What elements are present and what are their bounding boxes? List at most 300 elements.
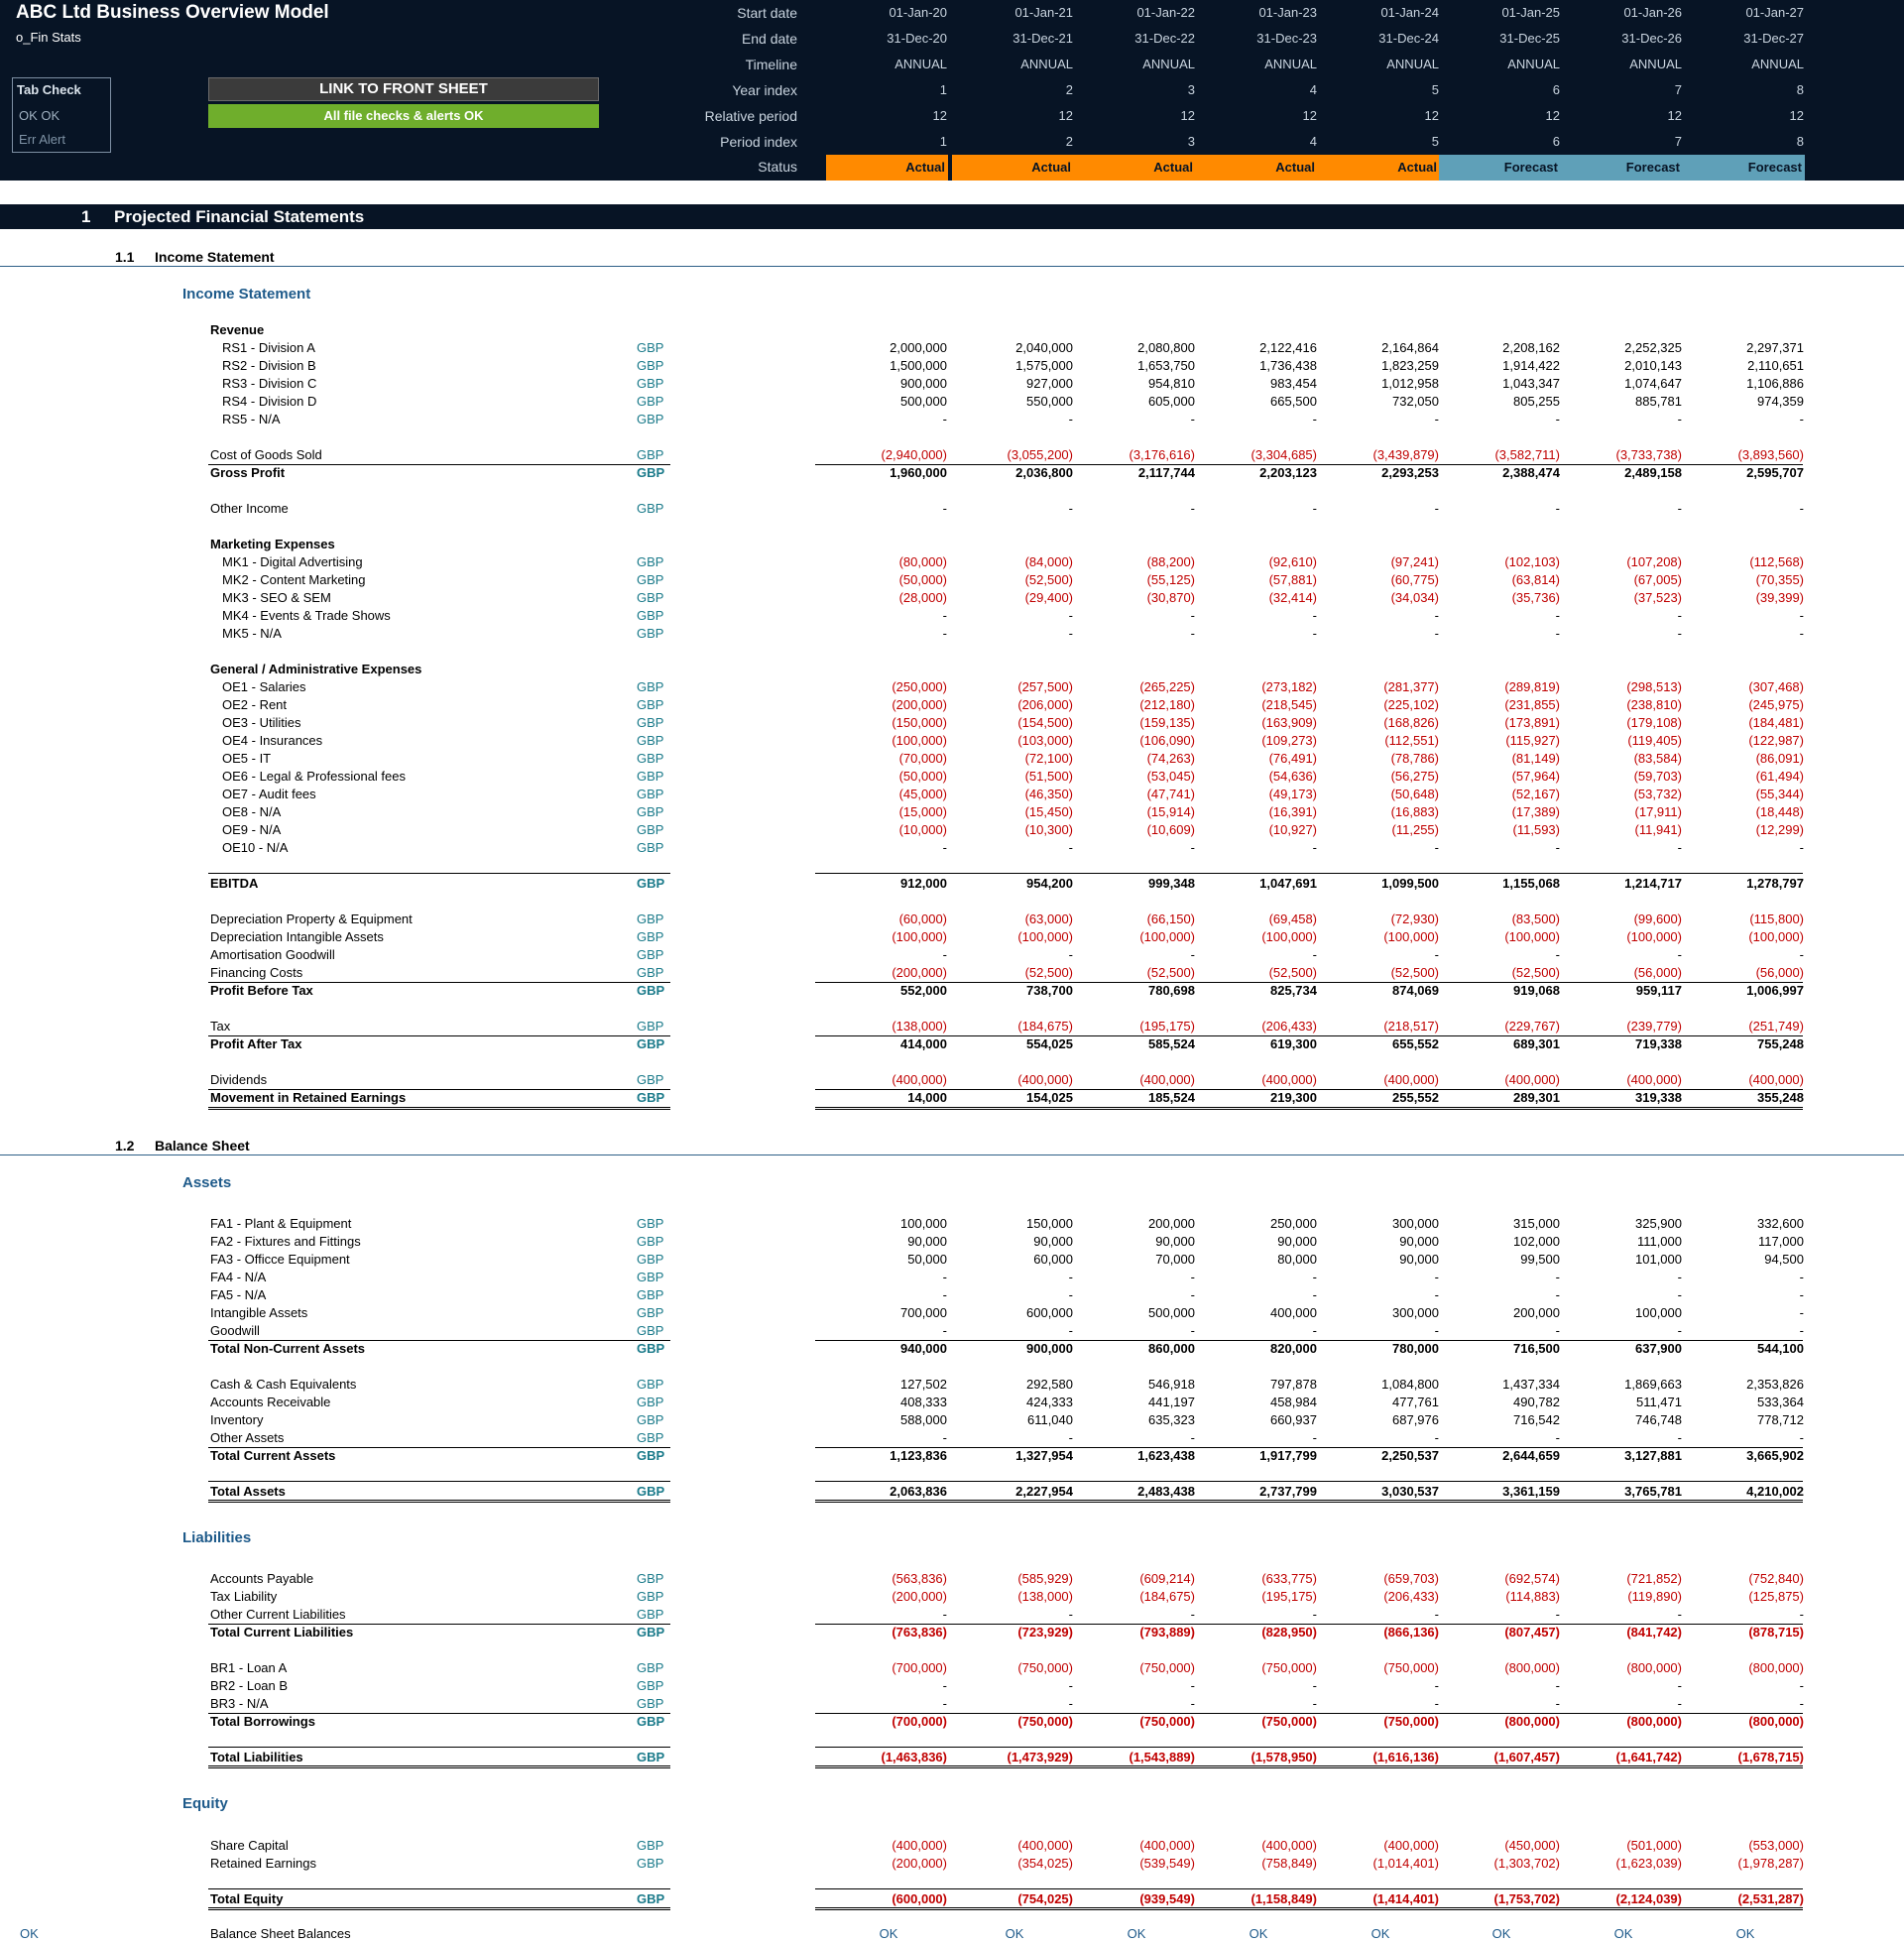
timeline-status-cell: Actual: [952, 155, 1074, 181]
value-cell: (239,779): [1626, 1019, 1682, 1033]
value-cell: (400,000): [1017, 1072, 1073, 1087]
timeline-end-cell: 31-Dec-20: [887, 31, 947, 46]
row-label: Other Assets: [210, 1430, 285, 1445]
value-cell: 1,012,958: [1381, 376, 1439, 391]
value-cell: 1,917,799: [1259, 1448, 1317, 1463]
statement-row: [0, 1678, 1904, 1696]
value-cell: 2,080,800: [1137, 340, 1195, 355]
row-unit: GBP: [637, 929, 664, 944]
value-cell: (750,000): [1017, 1714, 1073, 1729]
value-cell: (66,150): [1146, 911, 1195, 926]
row-unit: GBP: [637, 1090, 665, 1105]
value-cell: (257,500): [1017, 679, 1073, 694]
value-cell: (200,000): [892, 1856, 947, 1871]
value-cell: (10,609): [1146, 822, 1195, 837]
row-unit: GBP: [637, 412, 664, 426]
value-cell: (10,300): [1024, 822, 1073, 837]
value-cell: (750,000): [1261, 1714, 1317, 1729]
value-cell: 2,208,162: [1502, 340, 1560, 355]
row-label: MK3 - SEO & SEM: [222, 590, 331, 605]
row-label: Depreciation Intangible Assets: [210, 929, 384, 944]
value-cell: -: [1434, 1323, 1439, 1338]
timeline-end-cell: 31-Dec-22: [1134, 31, 1195, 46]
value-cell: -: [1312, 412, 1317, 426]
timeline-label-period-index: Period index: [720, 134, 797, 150]
link-to-front-sheet-button[interactable]: LINK TO FRONT SHEET: [208, 77, 599, 101]
value-cell: -: [1677, 947, 1682, 962]
value-cell: -: [1068, 1678, 1073, 1693]
balance-check-status-left: OK: [20, 1926, 39, 1941]
value-cell: (195,175): [1261, 1589, 1317, 1604]
value-cell: (168,826): [1383, 715, 1439, 730]
value-cell: 424,333: [1026, 1395, 1073, 1409]
row-label: OE8 - N/A: [222, 804, 282, 819]
statement-row: [0, 626, 1904, 644]
value-cell: (238,810): [1626, 697, 1682, 712]
value-cell: 117,000: [1757, 1234, 1804, 1249]
value-cell: (400,000): [1626, 1072, 1682, 1087]
value-cell: -: [1190, 1430, 1195, 1445]
row-unit: GBP: [637, 376, 664, 391]
value-cell: -: [942, 412, 947, 426]
row-unit: GBP: [637, 1571, 664, 1586]
statement-row: [0, 733, 1904, 751]
value-cell: -: [1190, 412, 1195, 426]
value-cell: -: [942, 1607, 947, 1622]
timeline-end-cell: 31-Dec-24: [1378, 31, 1439, 46]
value-cell: (60,775): [1390, 572, 1439, 587]
timeline-status-cell: Actual: [1318, 155, 1440, 181]
row-overline: [208, 1888, 670, 1889]
value-cell: -: [942, 1430, 947, 1445]
value-cell: (501,000): [1626, 1838, 1682, 1853]
value-cell: 746,748: [1635, 1412, 1682, 1427]
row-double-underline: [208, 1765, 670, 1768]
tab-check-title: Tab Check: [17, 82, 81, 97]
row-unit: GBP: [637, 911, 664, 926]
value-cell: (807,457): [1504, 1625, 1560, 1640]
row-unit: GBP: [637, 787, 664, 801]
value-cell: 954,200: [1026, 876, 1073, 891]
value-cell: 414,000: [900, 1036, 947, 1051]
statement-row: [0, 1448, 1904, 1466]
statement-row: [0, 447, 1904, 465]
row-unit: GBP: [637, 840, 664, 855]
row-unit: GBP: [637, 1838, 664, 1853]
value-cell: (84,000): [1024, 554, 1073, 569]
value-cell: -: [1799, 1430, 1804, 1445]
value-cell: 738,700: [1026, 983, 1073, 998]
row-label: Movement in Retained Earnings: [210, 1090, 407, 1105]
value-cell: 544,100: [1757, 1341, 1804, 1356]
value-cell: 292,580: [1026, 1377, 1073, 1392]
value-cell: (609,214): [1139, 1571, 1195, 1586]
row-overline: [815, 1888, 1803, 1889]
row-label: RS4 - Division D: [222, 394, 317, 409]
row-unit: GBP: [637, 1625, 665, 1640]
statement-row: [0, 1305, 1904, 1323]
statement-row: [0, 1625, 1904, 1642]
statement-row: [0, 697, 1904, 715]
row-unit: GBP: [637, 1377, 664, 1392]
subsection-divider: [0, 266, 1904, 267]
row-unit: GBP: [637, 572, 664, 587]
value-cell: -: [1434, 412, 1439, 426]
value-cell: -: [1677, 1430, 1682, 1445]
row-label: OE4 - Insurances: [222, 733, 323, 748]
row-label: OE6 - Legal & Professional fees: [222, 769, 406, 784]
value-cell: 100,000: [1635, 1305, 1682, 1320]
timeline-relative-period-cell: 12: [1424, 108, 1439, 123]
value-cell: (251,749): [1748, 1019, 1804, 1033]
value-cell: 940,000: [900, 1341, 947, 1356]
balance-check-cell: OK: [1735, 1926, 1755, 1941]
value-cell: 999,348: [1148, 876, 1195, 891]
row-label: Other Current Liabilities: [210, 1607, 346, 1622]
value-cell: (119,890): [1627, 1589, 1682, 1604]
value-cell: -: [1555, 1323, 1560, 1338]
value-cell: 611,040: [1026, 1412, 1073, 1427]
value-cell: (76,491): [1268, 751, 1317, 766]
value-cell: (70,000): [898, 751, 947, 766]
value-cell: (195,175): [1139, 1019, 1195, 1033]
row-unit: GBP: [637, 697, 664, 712]
timeline-start-cell: 01-Jan-23: [1258, 5, 1317, 20]
value-cell: 2,000,000: [890, 340, 947, 355]
value-cell: (273,182): [1261, 679, 1317, 694]
row-double-underline: [815, 1765, 1803, 1768]
timeline-year-index-cell: 4: [1309, 82, 1317, 97]
value-cell: (30,870): [1146, 590, 1195, 605]
value-cell: 1,155,068: [1502, 876, 1560, 891]
value-cell: 2,040,000: [1015, 340, 1073, 355]
value-cell: (400,000): [1748, 1072, 1804, 1087]
value-cell: -: [1677, 840, 1682, 855]
value-cell: 1,653,750: [1137, 358, 1195, 373]
value-cell: (878,715): [1748, 1625, 1804, 1640]
statement-row: [0, 1571, 1904, 1589]
row-unit: GBP: [637, 751, 664, 766]
value-cell: 90,000: [1399, 1234, 1439, 1249]
value-cell: -: [1068, 1323, 1073, 1338]
value-cell: 900,000: [1026, 1341, 1073, 1356]
row-unit: GBP: [637, 715, 664, 730]
row-overline: [208, 1747, 670, 1748]
value-cell: (15,000): [898, 804, 947, 819]
statement-row: [0, 1252, 1904, 1270]
row-label: RS3 - Division C: [222, 376, 317, 391]
statement-row: [0, 394, 1904, 412]
value-cell: 150,000: [1026, 1216, 1073, 1231]
value-cell: -: [1555, 412, 1560, 426]
section-number: 1: [81, 207, 91, 226]
statement-row: [0, 501, 1904, 519]
value-cell: -: [1799, 1270, 1804, 1284]
value-cell: 1,869,663: [1624, 1377, 1682, 1392]
row-label: BR1 - Loan A: [210, 1660, 288, 1675]
balance-check-cell: OK: [1370, 1926, 1390, 1941]
row-group-heading: [0, 537, 1904, 554]
value-cell: (37,523): [1633, 590, 1682, 605]
value-cell: (52,500): [1146, 965, 1195, 980]
value-cell: 755,248: [1757, 1036, 1804, 1051]
value-cell: (206,000): [1017, 697, 1073, 712]
row-unit: GBP: [637, 1287, 664, 1302]
row-label: RS5 - N/A: [222, 412, 281, 426]
row-label: OE7 - Audit fees: [222, 787, 316, 801]
value-cell: 780,000: [1392, 1341, 1439, 1356]
value-cell: (138,000): [1017, 1589, 1073, 1604]
value-cell: (154,500): [1017, 715, 1073, 730]
row-unit: GBP: [637, 1430, 664, 1445]
value-cell: (750,000): [1383, 1714, 1439, 1729]
value-cell: 2,644,659: [1502, 1448, 1560, 1463]
statement-row: [0, 1696, 1904, 1714]
value-cell: (67,005): [1633, 572, 1682, 587]
row-unit: GBP: [637, 358, 664, 373]
value-cell: (231,855): [1504, 697, 1560, 712]
value-cell: 2,227,954: [1015, 1484, 1073, 1499]
statement-row: [0, 590, 1904, 608]
value-cell: -: [1799, 1305, 1804, 1320]
row-unit: GBP: [637, 1714, 665, 1729]
value-cell: -: [1190, 501, 1195, 516]
timeline-year-index-cell: 2: [1065, 82, 1073, 97]
value-cell: (400,000): [892, 1838, 947, 1853]
timeline-timeline-cell: ANNUAL: [1629, 57, 1682, 71]
value-cell: (63,000): [1024, 911, 1073, 926]
value-cell: -: [1677, 1607, 1682, 1622]
timeline-period-index-cell: 4: [1309, 134, 1317, 149]
subsection-number: 1.2: [115, 1138, 135, 1154]
value-cell: (289,819): [1504, 679, 1560, 694]
timeline-end-cell: 31-Dec-21: [1012, 31, 1073, 46]
value-cell: (72,930): [1390, 911, 1439, 926]
value-cell: 2,737,799: [1259, 1484, 1317, 1499]
value-cell: (112,568): [1749, 554, 1804, 569]
value-cell: 600,000: [1026, 1305, 1073, 1320]
row-label: Inventory: [210, 1412, 264, 1427]
value-cell: -: [1555, 1696, 1560, 1711]
value-cell: 219,300: [1270, 1090, 1317, 1105]
value-cell: (15,914): [1146, 804, 1195, 819]
value-cell: 50,000: [907, 1252, 947, 1267]
value-cell: -: [1677, 1696, 1682, 1711]
row-group-heading: [0, 322, 1904, 340]
value-cell: (100,000): [1383, 929, 1439, 944]
statement-row: [0, 358, 1904, 376]
timeline-relative-period-cell: 12: [1789, 108, 1804, 123]
timeline-start-cell: 01-Jan-24: [1380, 5, 1439, 20]
value-cell: (265,225): [1139, 679, 1195, 694]
value-cell: 716,500: [1513, 1341, 1560, 1356]
value-cell: -: [1677, 1678, 1682, 1693]
value-cell: 732,050: [1392, 394, 1439, 409]
value-cell: 3,030,537: [1381, 1484, 1439, 1499]
value-cell: (10,927): [1268, 822, 1317, 837]
value-cell: 90,000: [1399, 1252, 1439, 1267]
value-cell: (52,500): [1390, 965, 1439, 980]
value-cell: 2,010,143: [1624, 358, 1682, 373]
row-label: Total Equity: [210, 1891, 284, 1906]
value-cell: (866,136): [1383, 1625, 1439, 1640]
row-label: Financing Costs: [210, 965, 303, 980]
value-cell: -: [1799, 1607, 1804, 1622]
value-cell: 689,301: [1513, 1036, 1560, 1051]
value-cell: (700,000): [892, 1714, 947, 1729]
timeline-period-index-cell: 5: [1431, 134, 1439, 149]
value-cell: (245,975): [1748, 697, 1804, 712]
value-cell: -: [1555, 947, 1560, 962]
value-cell: -: [1190, 840, 1195, 855]
value-cell: (450,000): [1504, 1838, 1560, 1853]
timeline-relative-period-cell: 12: [1180, 108, 1195, 123]
value-cell: (750,000): [1261, 1660, 1317, 1675]
value-cell: (750,000): [1017, 1660, 1073, 1675]
value-cell: 619,300: [1270, 1036, 1317, 1051]
statement-row: [0, 1270, 1904, 1287]
statement-row: [0, 1589, 1904, 1607]
value-cell: (119,405): [1627, 733, 1682, 748]
value-cell: 1,084,800: [1381, 1377, 1439, 1392]
timeline-period-index-cell: 7: [1674, 134, 1682, 149]
value-cell: (100,000): [892, 733, 947, 748]
value-cell: (83,500): [1511, 911, 1560, 926]
value-cell: 332,600: [1757, 1216, 1804, 1231]
value-cell: -: [1555, 1287, 1560, 1302]
value-cell: (750,000): [1139, 1714, 1195, 1729]
value-cell: (106,090): [1139, 733, 1195, 748]
row-label: Total Assets: [210, 1484, 286, 1499]
row-double-underline: [815, 1107, 1803, 1110]
value-cell: 408,333: [900, 1395, 947, 1409]
value-cell: (17,911): [1634, 804, 1682, 819]
value-cell: -: [1312, 1287, 1317, 1302]
value-cell: 885,781: [1635, 394, 1682, 409]
value-cell: 820,000: [1270, 1341, 1317, 1356]
row-unit: GBP: [637, 733, 664, 748]
value-cell: (100,000): [1748, 929, 1804, 944]
row-double-underline: [815, 1500, 1803, 1503]
value-cell: -: [1190, 626, 1195, 641]
value-cell: -: [1555, 501, 1560, 516]
value-cell: -: [1677, 1287, 1682, 1302]
value-cell: -: [1434, 1607, 1439, 1622]
value-cell: (3,304,685): [1250, 447, 1317, 462]
value-cell: 719,338: [1635, 1036, 1682, 1051]
statement-row: [0, 340, 1904, 358]
value-cell: 900,000: [900, 376, 947, 391]
statement-row: [0, 715, 1904, 733]
value-cell: (100,000): [1139, 929, 1195, 944]
value-cell: 100,000: [900, 1216, 947, 1231]
timeline-year-index-cell: 1: [939, 82, 947, 97]
value-cell: 635,323: [1148, 1412, 1195, 1427]
value-cell: 2,122,416: [1259, 340, 1317, 355]
value-cell: (200,000): [892, 697, 947, 712]
row-unit: GBP: [637, 590, 664, 605]
value-cell: 2,117,744: [1137, 465, 1195, 480]
row-unit: GBP: [637, 465, 665, 480]
value-cell: 637,900: [1635, 1341, 1682, 1356]
value-cell: (125,875): [1748, 1589, 1804, 1604]
value-cell: -: [1068, 501, 1073, 516]
value-cell: (11,255): [1391, 822, 1439, 837]
statement-row: [0, 1856, 1904, 1874]
timeline-end-cell: 31-Dec-23: [1256, 31, 1317, 46]
value-cell: -: [942, 1270, 947, 1284]
value-cell: 127,502: [900, 1377, 947, 1392]
value-cell: (400,000): [1139, 1838, 1195, 1853]
value-cell: -: [1677, 501, 1682, 516]
value-cell: (2,124,039): [1615, 1891, 1682, 1906]
value-cell: 102,000: [1513, 1234, 1560, 1249]
row-unit: GBP: [637, 1019, 664, 1033]
row-label: Total Borrowings: [210, 1714, 315, 1729]
value-cell: (52,500): [1268, 965, 1317, 980]
value-cell: -: [1312, 501, 1317, 516]
value-cell: (78,786): [1390, 751, 1439, 766]
balance-check-cell: OK: [1127, 1926, 1146, 1941]
value-cell: 250,000: [1270, 1216, 1317, 1231]
value-cell: (659,703): [1383, 1571, 1439, 1586]
value-cell: -: [1190, 947, 1195, 962]
timeline-start-cell: 01-Jan-27: [1745, 5, 1804, 20]
statement-row: [0, 1019, 1904, 1036]
value-cell: (45,000): [898, 787, 947, 801]
value-cell: (298,513): [1626, 679, 1682, 694]
value-cell: -: [1312, 1696, 1317, 1711]
row-label: MK5 - N/A: [222, 626, 282, 641]
value-cell: -: [1555, 626, 1560, 641]
timeline-period-index-cell: 6: [1552, 134, 1560, 149]
value-cell: 2,293,253: [1381, 465, 1439, 480]
row-label: Cost of Goods Sold: [210, 447, 322, 462]
row-label: Tax Liability: [210, 1589, 278, 1604]
value-cell: 325,900: [1635, 1216, 1682, 1231]
timeline-label-year-index: Year index: [732, 82, 797, 98]
statement-row: [0, 822, 1904, 840]
value-cell: -: [1434, 501, 1439, 516]
timeline-end-cell: 31-Dec-25: [1499, 31, 1560, 46]
value-cell: (1,463,836): [881, 1750, 947, 1764]
value-cell: (1,158,849): [1250, 1891, 1317, 1906]
value-cell: (53,732): [1633, 787, 1682, 801]
value-cell: (74,263): [1146, 751, 1195, 766]
value-cell: 99,500: [1520, 1252, 1560, 1267]
row-label: Profit Before Tax: [210, 983, 313, 998]
value-cell: (1,753,702): [1493, 1891, 1560, 1906]
timeline-label-timeline: Timeline: [745, 57, 797, 72]
row-label: BR3 - N/A: [210, 1696, 269, 1711]
value-cell: 111,000: [1636, 1234, 1682, 1249]
value-cell: 200,000: [1513, 1305, 1560, 1320]
model-header: [0, 0, 1904, 181]
value-cell: (800,000): [1748, 1660, 1804, 1675]
value-cell: (1,978,287): [1737, 1856, 1804, 1871]
value-cell: (35,736): [1511, 590, 1560, 605]
row-overline: [208, 1089, 670, 1090]
value-cell: (57,881): [1268, 572, 1317, 587]
row-label: Depreciation Property & Equipment: [210, 911, 413, 926]
value-cell: 90,000: [1277, 1234, 1317, 1249]
value-cell: 927,000: [1026, 376, 1073, 391]
value-cell: -: [1312, 626, 1317, 641]
timeline-period-index-cell: 3: [1187, 134, 1195, 149]
timeline-label-end: End date: [741, 31, 797, 47]
value-cell: (114,883): [1505, 1589, 1560, 1604]
value-cell: (52,500): [1024, 572, 1073, 587]
